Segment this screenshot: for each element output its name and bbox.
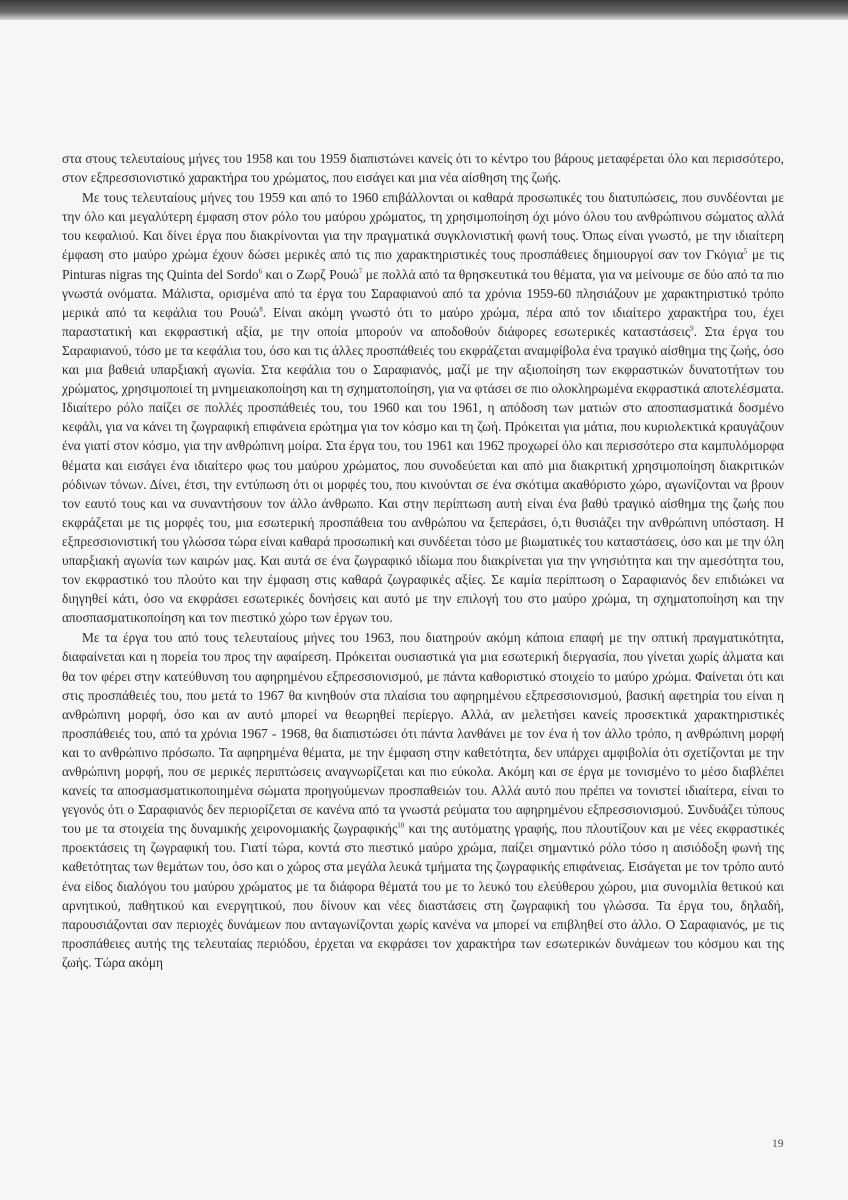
- text-segment: και της αυτόματης γραφής, που πλουτίζουν και με νέες εκφραστικές προεκτάσεις τη ζωγραφική του. Γιατί τώρα, κοντά στο πιεστικό μαύρο χρώμα, παίζει σημαντικό ρόλο τόσο η αισιόδοξη φωνή της καθετότητας των θεμάτων του, όσο και ο χώρος στα μεγάλα λευκά τμήματα της ζωγραφικής επιφάνειας. Εισάγεται με τον τρόπο αυτό ένα είδος διαλόγου του μαύρου χρώματος με τα διάφορα θέματά του με το λευκό του ελεύθερου χώρου, μια συνομιλία θετικού και αρνητικού, παθητικού και ενεργητικού, που δίνουν και νέες διαστάσεις στη ζωγραφική του γλώσσα. Τα έργα του, δηλαδή, παρουσιάζονται σαν περιοχές δυνάμεων που ανταγωνίζονται χωρίς κανένα να μπορεί να επιβληθεί στο άλλο. Ο Σαραφιανός, με τις προσπάθειες αυτής της τελευταίας περιόδου, έρχεται να εκφράσει τον χαρακτήρα των εσωτερικών δυνάμεων του κόσμου και της ζωής. Τώρα ακόμη: [62, 821, 784, 970]
- paragraph: [62, 149, 784, 187]
- text-segment: με πολλά από τα θρησκευτικά του θέματα, για να μείνουμε σε δύο από τα πιο γνωστά ονόματα. Μάλιστα, ορισμένα από τα έργα του Σαραφιανού από τα χρόνια 1959-60 πλησιάζουν με χαρακτηριστικό τρόπο μερικά από τα κεφάλια του Ρουώ: [62, 266, 784, 320]
- text-segment: και ο Ζωρζ Ρουώ: [262, 266, 359, 282]
- text-segment: . Στα έργα του Σαραφιανού, τόσο με τα κεφάλια του, όσο και τις άλλες προσπάθειές του εκφράζεται αναμφίβολα ένα τραγικό αίσθημα της ζωής, όσο και μια βαθειά υπαρξιακή αγωνία. Στα κεφάλια του ο Σαραφιανός, μαζί με την αξιοποίηση των εκφραστικών δυνατοτήτων του χρώματος, χρησιμοποιεί τη μνημειακοποίηση και τη σχηματοποίηση, για να φτάσει σε πιο ολοκληρωμένα εκφραστικά αποτελέσματα. Ιδιαίτερο ρόλο παίζει σε πολλές προσπάθειές του, του 1960 και του 1961, η απόδοση των ματιών στο αποσπασματικά δοσμένο κεφάλι, για να κάνει τη ζωγραφική επιφάνεια ερώτημα για τον κόσμο και τη ζωή. Πρόκειται για μάτια, που κυριολεκτικά κραυγάζουν ένα γιατί στον κόσμο, για την ανθρώπινη μοίρα. Στα έργα του, του 1961 και 1962 προχωρεί όλο και περισσότερο στα καμπυλόμορφα θέματα και εισάγει ένα ιδιαίτερο φως του μαύρου χρώματος, που συνοδεύεται και από μια διακριτική χρησιμοποίηση διακριτικών ρόδινων τόνων. Δίνει, έτσι, την εντύπωση ότι οι μορφές του, που κινούνται σε ένα σκότιμα ακαθόριστο χώρο, αγωνίζονται να βρουν τον εαυτό τους και να συναντήσουν τον άλλο άνθρωπο. Και στην περίπτωση αυτή είναι ένα βαθύ τραγικό αίσθημα της ζωής που εκφράζεται με τις μορφές του, μια εσωτερική προσπάθεια του ανθρώπου να ξεπεράσει, ό,τι θυσιάζει την ανθρώπινη υπόσταση. Η εξπρεσσιονιστική του γλώσσα τώρα είναι καθαρά προσωπική και συνδέεται τόσο με βιωματικές του καταστάσεις, όσο και με την όλη υπαρξιακή αγωνία των καιρών μας. Και αυτά σε ένα ζωγραφικό ιδίωμα που διακρίνεται για την γνησιότητα και την αμεσότητα του, τον εκφραστικό του πλούτο και την έμφαση στις καθαρά ζωγραφικές αξίες. Σε καμία περίπτωση ο Σαραφιανός δεν επιδιώκει να διηγηθεί κάτι, όσο να εκφράσει εσωτερικές δονήσεις και αυτό με την επιλογή του στο μαύρο χρώμα, τη σχηματοποίηση και την αποσπασματικοποίηση και τον πιεστικό χώρο των έργων του.: [62, 323, 784, 626]
- text-segment: με τις Pinturas nigras της Quinta del Sordo: [62, 247, 784, 282]
- text-segment: Με τα έργα του από τους τελευταίους μήνες του 1963, που διατηρούν ακόμη κάποια επαφή με την οπτική πραγματικότητα, διαφαίνεται και η πορεία του προς την αφαίρεση. Πρόκειται ουσιαστικά για μια εσωτερική διεργασία, που γίνεται χωρίς άλματα και θα τον φέρει στην κατεύθυνση του αφηρημένου εξπρεσσιονισμού, με πάντα καθοριστικό στοιχείο το μαύρο χρώμα. Φαίνεται ότι και στις προσπάθειές του, που μετά το 1967 θα κινηθούν στα πλαίσια του αφηρημένου εξπρεσσιονισμού, βασική αφετηρία του είναι η ανθρώπινη μορφή, όσο και αν αυτό μπορεί να θεωρηθεί περίεργο. Αλλά, αν μελετήσει κανείς προσεκτικά χαρακτηριστικές προσπάθειές του, από τα χρόνια 1967 - 1968, θα διαπιστώσει ότι πάντα λανθάνει με τον ένα ή τον άλλο τρόπο, η ανθρώπινη μορφή και το ανθρώπινο πρόσωπο. Τα αφηρημένα θέματα, με την έμφαση στην καθετότητα, δεν υπάρχει αμφιβολία ότι σχετίζονται με την ανθρώπινη μορφή, που σε μερικές περιπτώσεις αναγνωρίζεται και πιο εύκολα. Ακόμη και σε έργα με τονισμένο το μέσο διαβλέπει κανείς τα αποσμασματικοποιημένα σώματα προηγούμενων προσπαθειών του. Αλλά αυτό που πρέπει να τονιστεί ιδιαίτερα, είναι το γεγονός ότι ο Σαραφιανός δεν περιορίζεται σε κανένα από τα γνωστά ρεύματα του αφηρημένου εξπρεσσιονισμού. Συνδυάζει τύπους του με τα στοιχεία της δυναμικής χειρονομιακής ζωγραφικής: [62, 630, 784, 837]
- scan-top-edge: [0, 0, 848, 20]
- text-segment: . Είναι ακόμη γνωστό ότι το μαύρο χρώμα, πέρα από τον ιδιαίτερο χαρακτήρα του, έχει παραστατική και εκφραστική αξία, με την οποία μπορούν να αποδοθούν διάφορες εσωτερικές καταστάσεις: [62, 304, 784, 339]
- paragraph: [62, 188, 784, 627]
- footnote-marker: 5: [743, 248, 748, 256]
- footnote-marker: 10: [397, 821, 405, 830]
- paragraph: [62, 628, 784, 972]
- text-segment: Με τους τελευταίους μήνες του 1959 και από το 1960 επιβάλλονται οι καθαρά προσωπικές του διατυπώσεις, που συνδέονται με την όλο και μεγαλύτερη έμφαση στον ρόλο του μαύρου χρώματος, τη χρησιμοποίηση όχι μόνο όλου του ανθρώπινου σώματος αλλά του κεφαλιού. Και δίνει έργα που διακρίνονται για την πραγματικά συγκλονιστική φωνή τους. Όπως είναι γνωστό, με την ιδιαίτερη έμφαση στο μαύρο χρώμα έχουν δώσει μερικές από τις πιο χαρακτηριστικές τους προσπάθειες δημιουργοί σαν τον Γκόγια: [62, 190, 784, 263]
- footnote-marker: 8: [259, 305, 263, 314]
- page-number: 19: [772, 1138, 784, 1150]
- footnote-marker: 7: [358, 267, 363, 276]
- footnote-marker: 6: [258, 267, 263, 276]
- body-text: [62, 149, 784, 972]
- footnote-marker: 9: [690, 324, 694, 333]
- text-segment: στα στους τελευταίους μήνες του 1958 και του 1959 διαπιστώνει κανείς ότι το κέντρο του βάρους μεταφέρεται όλο και περισσότερο, στον εξπρεσσιονιστικό χαρακτήρα του χρώματος, που εισάγει και μια νέα αίσθηση της ζωής.: [62, 151, 784, 186]
